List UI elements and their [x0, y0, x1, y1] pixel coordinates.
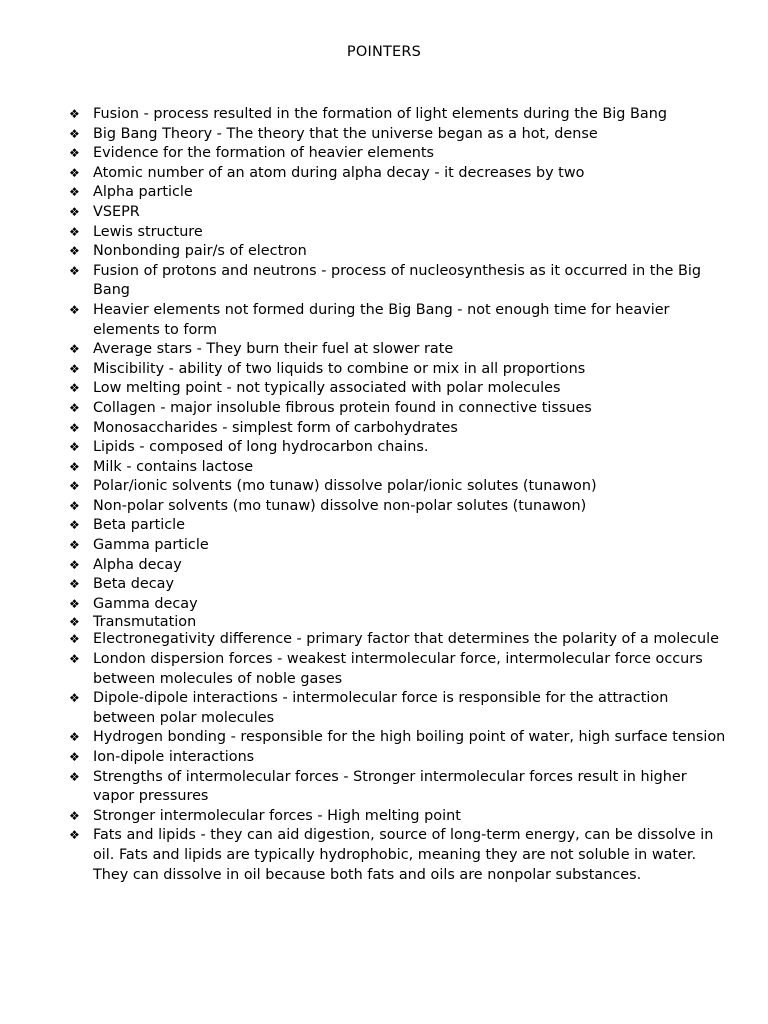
diamond-bullet-icon: ❖: [69, 204, 80, 219]
list-item-text: Lipids - composed of long hydrocarbon chains.: [93, 439, 429, 456]
diamond-bullet-icon: ❖: [69, 107, 80, 121]
diamond-bullet-icon: ❖: [69, 146, 80, 161]
list-item: [69, 728, 729, 748]
list-item: [69, 575, 729, 595]
list-item: [69, 614, 729, 630]
diamond-bullet-icon: ❖: [69, 263, 80, 278]
list-item: [69, 340, 729, 360]
diamond-bullet-icon: ❖: [69, 730, 80, 745]
list-item: [69, 223, 729, 243]
diamond-bullet-icon: ❖: [69, 615, 80, 630]
list-item-text: Alpha particle: [93, 184, 193, 201]
diamond-bullet-icon: ❖: [69, 400, 80, 415]
list-item-text: Lewis structure: [93, 223, 203, 240]
list-item-text: Dipole-dipole interactions - intermolecular force is responsible for the attraction between polar molecules: [93, 690, 669, 726]
list-item-text: Beta decay: [93, 576, 174, 593]
pointer-list: [69, 105, 729, 885]
list-item: [69, 516, 729, 536]
list-item: [69, 458, 729, 478]
list-item-text: Beta particle: [93, 517, 186, 534]
list-item-text: Alpha decay: [93, 556, 182, 573]
list-item: [69, 826, 729, 885]
diamond-bullet-icon: ❖: [69, 244, 80, 259]
diamond-bullet-icon: ❖: [69, 577, 80, 592]
list-item-text: Atomic number of an atom during alpha decay - it decreases by two: [93, 164, 585, 181]
list-item-text: Fusion of protons and neutrons - process of nucleosynthesis as it occurred in the Big Bang: [93, 262, 701, 299]
list-item: [69, 477, 729, 497]
list-item: [69, 768, 729, 807]
list-item: [69, 183, 729, 203]
diamond-bullet-icon: ❖: [69, 361, 80, 376]
list-item: [69, 164, 729, 184]
list-item: [69, 301, 729, 340]
list-item-text: Ion-dipole interactions: [93, 749, 255, 765]
list-item-text: Non-polar solvents (mo tunaw) dissolve non-polar solutes (tunawon): [93, 497, 587, 514]
diamond-bullet-icon: ❖: [69, 808, 80, 823]
diamond-bullet-icon: ❖: [69, 691, 80, 706]
list-item-text: Stronger intermolecular forces - High melting point: [93, 807, 461, 824]
diamond-bullet-icon: ❖: [69, 632, 80, 647]
list-item: [69, 630, 729, 650]
list-item: [69, 419, 729, 439]
diamond-bullet-icon: ❖: [69, 538, 80, 553]
list-item-text: Gamma decay: [93, 595, 198, 612]
list-item-text: Evidence for the formation of heavier elements: [93, 145, 435, 162]
diamond-bullet-icon: ❖: [69, 557, 80, 572]
list-item: [69, 807, 729, 827]
list-item: [69, 242, 729, 262]
list-item: [69, 650, 729, 689]
diamond-bullet-icon: ❖: [69, 440, 80, 455]
list-item-text: Collagen - major insoluble fibrous protein found in connective tissues: [93, 399, 592, 416]
list-item-text: Nonbonding pair/s of electron: [93, 243, 307, 260]
list-item-text: VSEPR: [93, 203, 140, 220]
list-item: [69, 144, 729, 164]
list-item: [69, 689, 729, 728]
diamond-bullet-icon: ❖: [69, 498, 80, 513]
list-item-text: London dispersion forces - weakest intermolecular force, intermolecular force occurs between molecules of noble gases: [93, 651, 703, 687]
diamond-bullet-icon: ❖: [69, 596, 80, 611]
diamond-bullet-icon: ❖: [69, 769, 80, 784]
list-item-text: Transmutation: [93, 614, 197, 631]
diamond-bullet-icon: ❖: [69, 126, 80, 141]
diamond-bullet-icon: ❖: [69, 185, 80, 200]
diamond-bullet-icon: ❖: [69, 420, 80, 435]
list-item: [69, 379, 729, 399]
list-item-text: Hydrogen bonding - responsible for the high boiling point of water, high surface tension: [93, 729, 726, 746]
list-item-text: Monosaccharides - simplest form of carbohydrates: [93, 419, 458, 436]
diamond-bullet-icon: ❖: [69, 518, 80, 533]
list-item: [69, 105, 729, 125]
diamond-bullet-icon: ❖: [69, 165, 80, 180]
list-item-text: Polar/ionic solvents (mo tunaw) dissolve polar/ionic solutes (tunawon): [93, 478, 597, 495]
list-item: [69, 536, 729, 556]
list-item: [69, 125, 729, 145]
list-item-text: Low melting point - not typically associated with polar molecules: [93, 380, 561, 397]
list-item: [69, 360, 729, 380]
list-item: [69, 556, 729, 576]
list-item-text: Heavier elements not formed during the Big Bang - not enough time for heavier elements to form: [93, 301, 670, 338]
list-item: [69, 262, 729, 301]
diamond-bullet-icon: ❖: [69, 459, 80, 474]
list-item-text: Average stars - They burn their fuel at slower rate: [93, 341, 454, 358]
list-item-text: Milk - contains lactose: [93, 458, 254, 475]
diamond-bullet-icon: ❖: [69, 828, 80, 843]
list-item: [69, 203, 729, 223]
diamond-bullet-icon: ❖: [69, 750, 80, 764]
list-item-text: Fats and lipids - they can aid digestion, source of long-term energy, can be dissolve in oil. Fats and lipids are typically hydrophobic, meaning they are not soluble in water. They can dissolve in oil because both fats and oils are nonpolar substances.: [93, 827, 714, 883]
diamond-bullet-icon: ❖: [69, 342, 80, 357]
list-item-text: Fusion - process resulted in the formation of light elements during the Big Bang: [93, 106, 667, 122]
list-item: [69, 399, 729, 419]
list-item: [69, 497, 729, 517]
list-item-text: Electronegativity difference - primary factor that determines the polarity of a molecule: [93, 631, 719, 648]
diamond-bullet-icon: ❖: [69, 652, 80, 667]
diamond-bullet-icon: ❖: [69, 381, 80, 396]
list-item: [69, 748, 729, 768]
page-title: POINTERS: [346, 44, 422, 60]
list-item: [69, 438, 729, 458]
list-item-text: Gamma particle: [93, 537, 209, 554]
diamond-bullet-icon: ❖: [69, 479, 80, 494]
diamond-bullet-icon: ❖: [69, 302, 80, 317]
list-item-text: Big Bang Theory - The theory that the universe began as a hot, dense: [93, 125, 598, 142]
list-item-text: Miscibility - ability of two liquids to combine or mix in all proportions: [93, 360, 586, 377]
list-item: [69, 595, 729, 615]
list-item-text: Strengths of intermolecular forces - Stronger intermolecular forces result in higher vapor pressures: [93, 768, 687, 805]
diamond-bullet-icon: ❖: [69, 224, 80, 239]
